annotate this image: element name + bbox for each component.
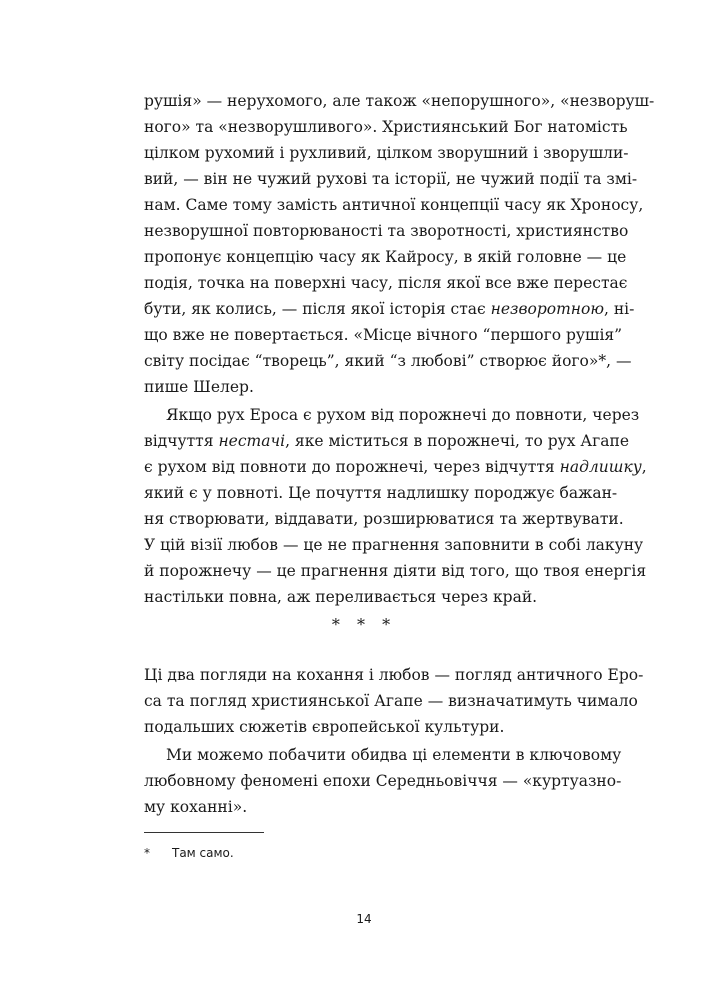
section-separator: * * * (331, 615, 397, 634)
text-line: ня створювати, віддавати, розширюватися та жертвувати. (144, 510, 624, 528)
main-text-continued (144, 662, 644, 820)
text-line: подія, точка на поверхні часу, після якої все вже перестає (144, 274, 628, 292)
text-span: бути, як колись, — після якої історія стає (144, 300, 491, 318)
footnote (144, 846, 234, 860)
text-line: що вже не повертається. «Місце вічного “першого рушія” (144, 326, 623, 344)
text-line: подальших сюжетів європейської культури. (144, 718, 505, 736)
italic-term: нестачі (218, 432, 286, 450)
text-span: відчуття (144, 432, 219, 450)
text-line: любовному феномені епохи Середньовіччя — «куртуазно- (144, 772, 622, 790)
text-line (144, 296, 635, 322)
text-line (144, 428, 630, 454)
text-line: пропонує концепцію часу як Кайросу, в якій головне — це (144, 248, 627, 266)
text-line: Ці два погляди на кохання і любов — погляд античного Еро- (144, 666, 644, 684)
text-line: й порожнечу — це прагнення діяти від того, що твоя енергія (144, 562, 647, 580)
text-line: пише Шелер. (144, 378, 254, 396)
page-number: 14 (356, 912, 372, 926)
text-span: , яке міститься в порожнечі, то рух Агапе (285, 432, 630, 450)
text-line: настільки повна, аж переливається через край. (144, 588, 538, 606)
text-line: незворушної повторюваності та зворотності, християнство (144, 222, 629, 240)
text-line: який є у повноті. Це почуття надлишку породжує бажан- (144, 484, 618, 502)
text-line: ного» та «незворушливого». Християнський Бог натомість (144, 118, 628, 136)
footnote-text: Там само. (172, 846, 234, 860)
text-line: Ми можемо побачити обидва ці елементи в ключовому (166, 746, 622, 764)
text-line (144, 454, 647, 480)
text-span: , (641, 458, 647, 476)
text-span: є рухом від повноти до порожнечі, через відчуття (144, 458, 560, 476)
italic-term: надлишку (559, 458, 642, 476)
footnote-divider (144, 832, 264, 833)
main-text (144, 88, 655, 610)
text-line: Якщо рух Ероса є рухом від порожнечі до повноти, через (166, 406, 640, 424)
text-line: рушія» — нерухомого, але також «непорушного», «незворуш- (144, 92, 655, 110)
text-span: , ні- (603, 300, 635, 318)
text-line: вий, — він не чужий рухові та історії, не чужий події та змі- (144, 170, 638, 188)
text-line: цілком рухомий і рухливий, цілком зворушний і зворушли- (144, 144, 629, 162)
text-line: У цій візії любов — це не прагнення заповнити в собі лакуну (144, 536, 644, 554)
text-line: нам. Саме тому замість античної концепції часу як Хроносу, (144, 196, 644, 214)
text-line: світу посідає “творець”, який “з любові” створює його»*, — (144, 352, 632, 370)
text-line: му коханні». (144, 798, 248, 816)
footnote-mark: * (144, 846, 150, 860)
text-line: са та погляд християнської Агапе — визначатимуть чимало (144, 692, 638, 710)
italic-term: незворотною (490, 300, 604, 318)
